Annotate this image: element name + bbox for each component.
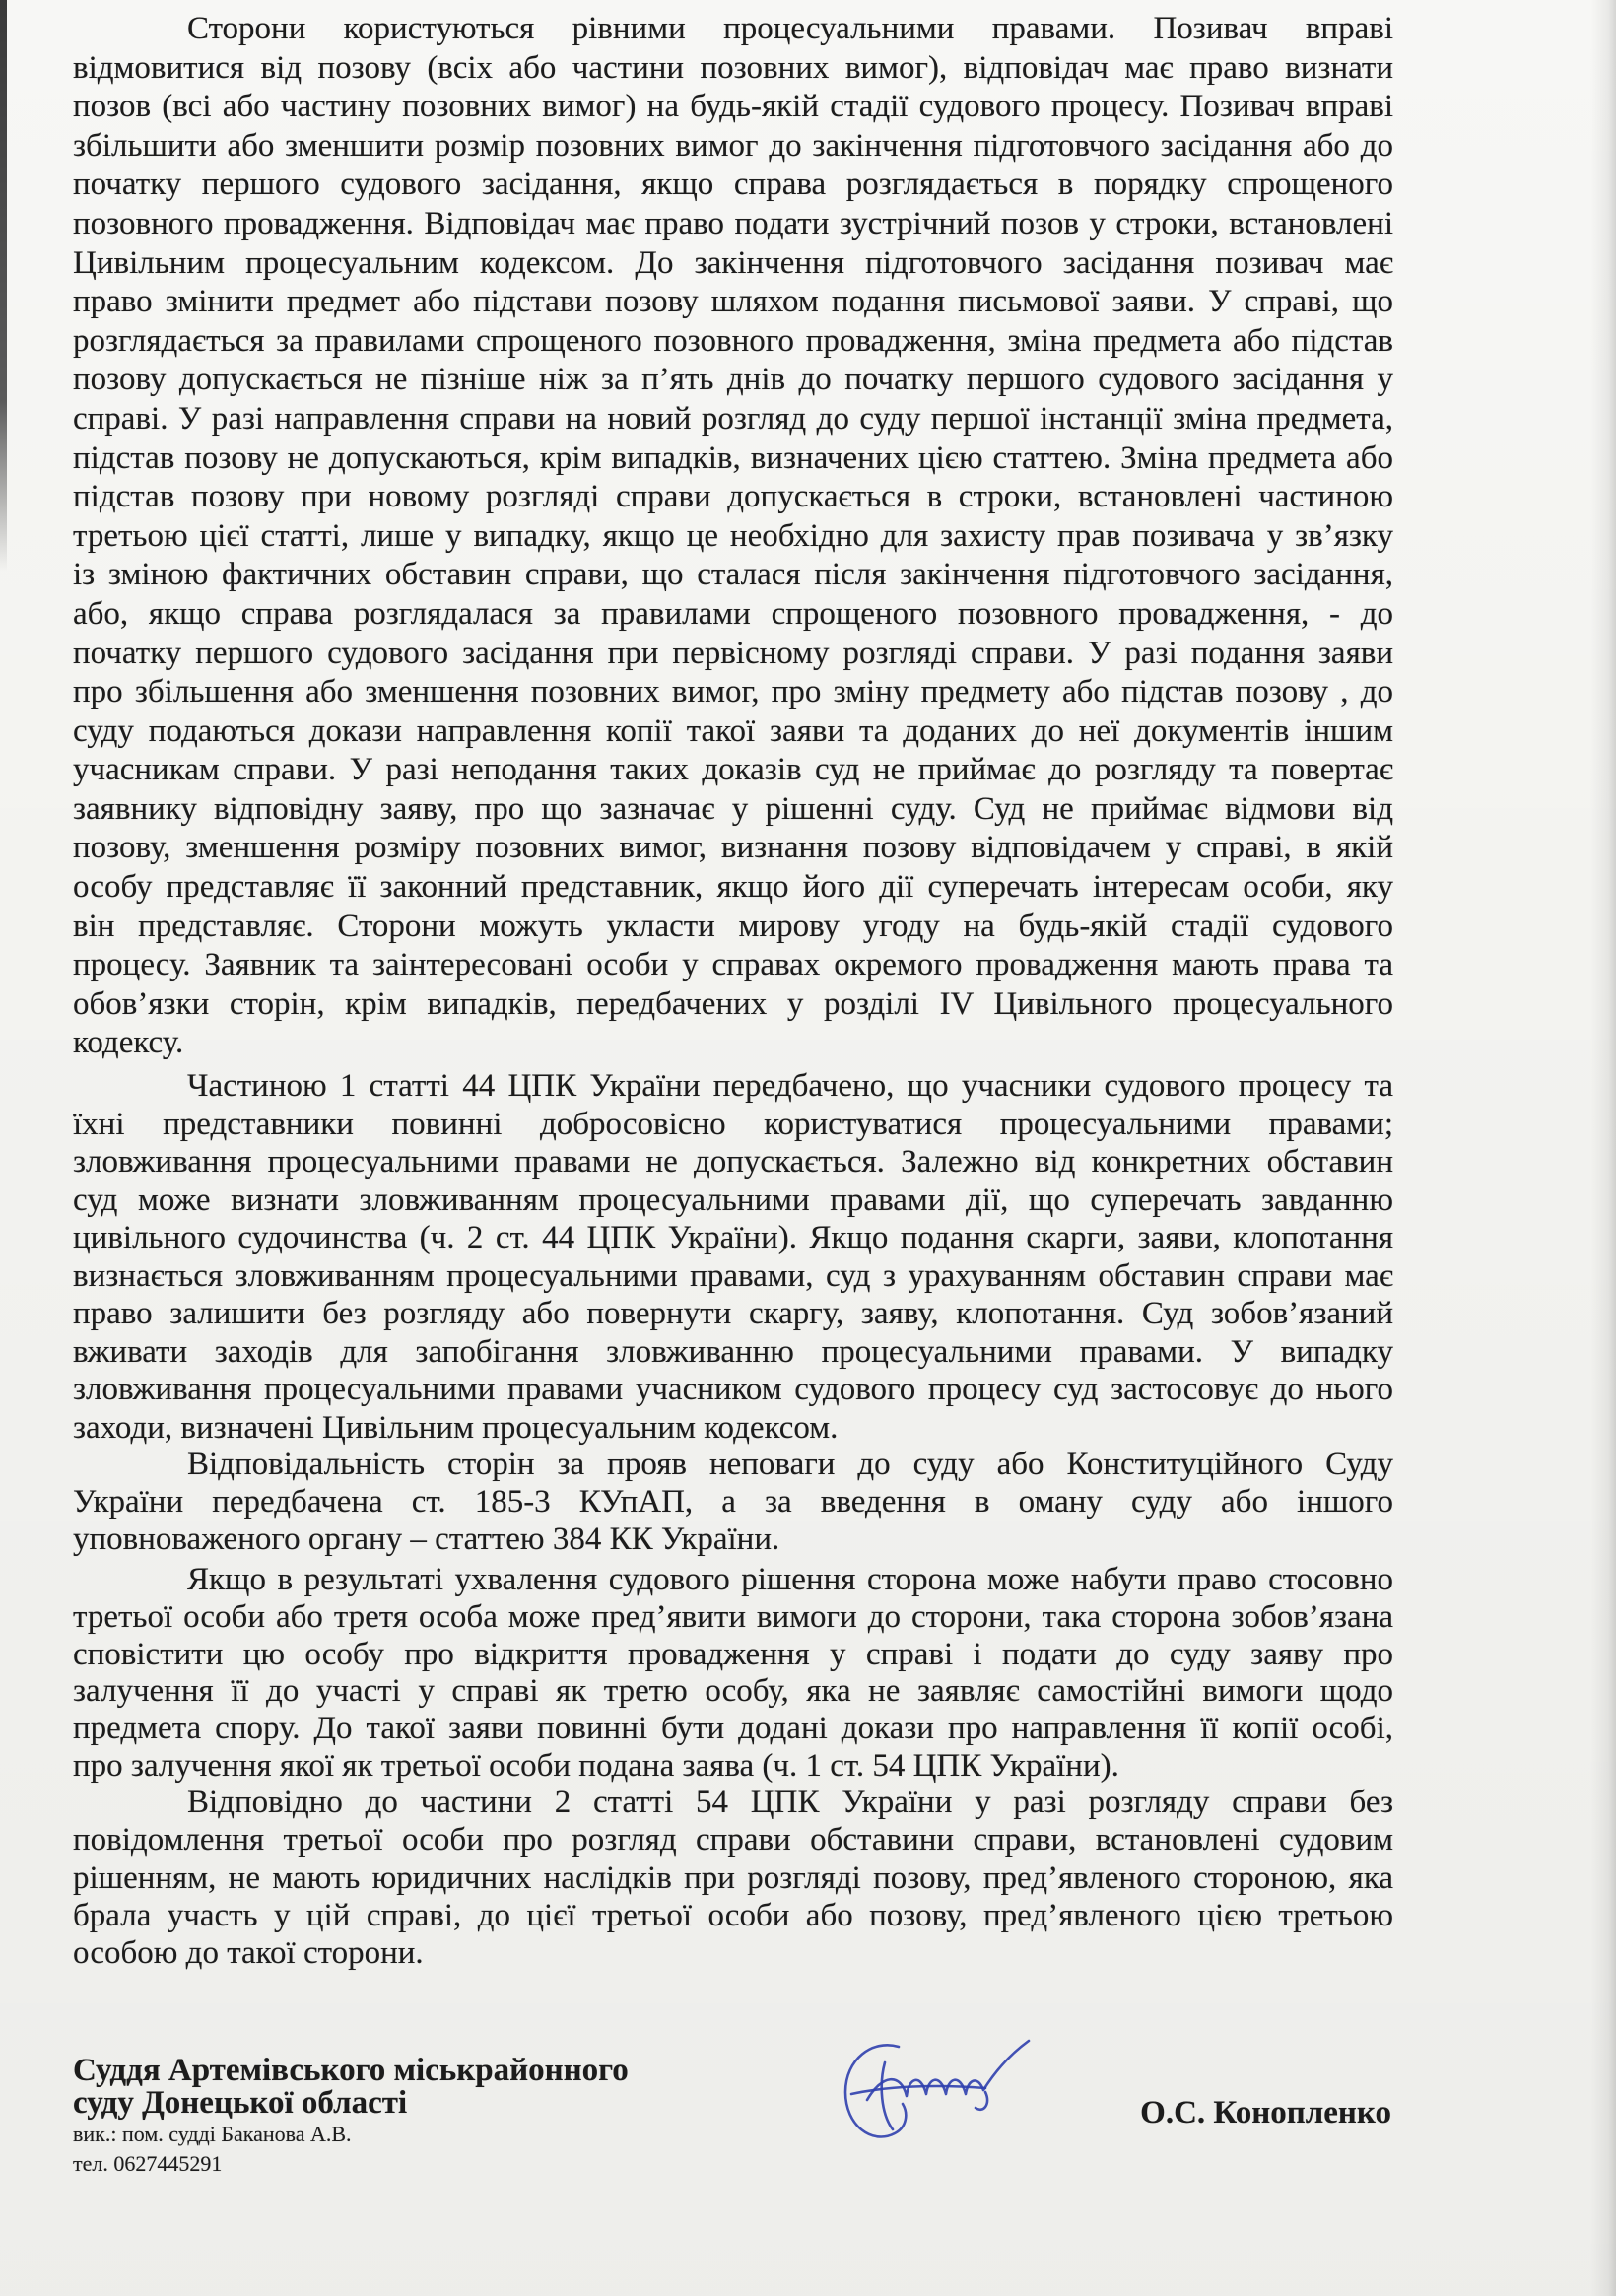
text-line: вживати заходів для запобігання зловживанню процесуальними правами. У випадку bbox=[73, 1333, 1393, 1370]
text-line: право змінити предмет або підстави позову шляхом подання письмової заяви. У справі, що bbox=[73, 284, 1393, 320]
text-line: суду подаються докази направлення копії такої заяви та доданих до неї документів іншим bbox=[73, 712, 1393, 749]
text-line: право залишити без розгляду або повернути скаргу, заяву, клопотання. Суд зобов’язаний bbox=[73, 1296, 1393, 1331]
text-line: позову, зменшення розміру позовних вимог, визнання позову відповідачем у справі, в якій bbox=[73, 830, 1393, 866]
text-line: цивільного судочинства (ч. 2 ст. 44 ЦПК України). Якщо подання скарги, заяви, клопотання bbox=[73, 1220, 1393, 1255]
text-line: брала участь у цій справі, до цієї третьої особи або позову, пред’явленого цією третьою bbox=[73, 1897, 1393, 1933]
text-line: особою до такої сторони. bbox=[73, 1935, 424, 1972]
text-line: підстав позову не допускаються, крім випадків, визначених цією статтею. Зміна предмета або bbox=[73, 439, 1393, 476]
text-line: справі. У разі направлення справи на новий розгляд до суду першої інстанції зміна предмета, bbox=[73, 400, 1393, 437]
text-line: позову допускається не пізніше ніж за п’ять днів до початку першого судового засідання у bbox=[73, 362, 1393, 398]
text-line: предмета спору. До такої заяви повинні бути додані докази про направлення її копії особі, bbox=[73, 1711, 1393, 1747]
text-line: учасникам справи. У разі неподання таких доказів суд не приймає до розгляду та повертає bbox=[73, 752, 1393, 788]
text-line: третьої особи або третя особа може пред’явити вимоги до сторони, така сторона зобов’язана bbox=[73, 1598, 1393, 1635]
text-line: або, якщо справа розглядалася за правилами спрощеного позовного провадження, - до bbox=[73, 595, 1393, 632]
text-line: Частиною 1 статті 44 ЦПК України передбачено, що учасники судового процесу та bbox=[187, 1068, 1393, 1104]
text-line: процесу. Заявник та заінтересовані особи у справах окремого провадження мають права та bbox=[73, 947, 1393, 983]
text-line: початку першого судового засідання при первісному розгляді справи. У разі подання заяви bbox=[73, 635, 1393, 671]
text-line: підстав позову при новому розгляді справи допускається в строки, встановлені частиною bbox=[73, 479, 1393, 515]
scan-edge-shadow-left bbox=[0, 0, 7, 572]
text-line: повідомлення третьої особи про розгляд справи обставини справи, встановлені судовим bbox=[73, 1822, 1393, 1858]
signature-block bbox=[73, 2055, 629, 2179]
text-line: відмовитися від позову (всіх або частини позовних вимог), відповідач має право визнати bbox=[73, 49, 1393, 86]
text-line: із зміною фактичних обставин справи, що сталася після закінчення підготовчого засідання, bbox=[73, 557, 1393, 593]
text-line: зловживання процесуальними правами учасником судового процесу суд застосовує до нього bbox=[73, 1372, 1393, 1407]
text-line: збільшити або зменшити розмір позовних вимог до закінчення підготовчого засідання або до bbox=[73, 127, 1393, 164]
text-line: обов’язки сторін, крім випадків, передбачених у розділі IV Цивільного процесуального bbox=[73, 985, 1393, 1022]
text-line: заходи, визначені Цивільним процесуальним кодексом. bbox=[73, 1409, 839, 1446]
text-line: особу представляє її законний представник, якщо його дії суперечать інтересам особи, яку bbox=[73, 869, 1393, 906]
text-line: про залучення якої як третьої особи подана заява (ч. 1 ст. 54 ЦПК України). bbox=[73, 1747, 1119, 1784]
text-line: Відповідальність сторін за прояв неповаги до суду або Конституційного Суду bbox=[187, 1447, 1393, 1482]
text-line: визнається зловживанням процесуальними правами, суд з урахуванням обставин справи має bbox=[73, 1257, 1393, 1294]
text-line: рішенням, не мають юридичних наслідків при розгляді позову, пред’явленого стороною, яка bbox=[73, 1859, 1393, 1896]
text-line: Сторони користуються рівними процесуальними правами. Позивач вправі bbox=[187, 11, 1393, 46]
text-line: розглядається за правилами спрощеного позовного провадження, зміна предмета або підстав bbox=[73, 322, 1393, 359]
handwritten-signature bbox=[838, 2035, 1035, 2148]
paragraph bbox=[73, 1784, 1393, 1972]
text-line: зловживання процесуальними правами не допускається. Залежно від конкретних обставин bbox=[73, 1144, 1393, 1180]
text-line: Цивільним процесуальним кодексом. До закінчення підготовчого засідання позивач має bbox=[73, 244, 1393, 281]
text-line: залучення її до участі у справі як третю особу, яка не заявляє самостійні вимоги щодо bbox=[73, 1673, 1393, 1710]
text-line: початку першого судового засідання, якщо справа розглядається в порядку спрощеного bbox=[73, 167, 1393, 203]
text-line: уповноваженого органу – статтею 384 КК України. bbox=[73, 1520, 780, 1557]
text-line: про збільшення або зменшення позовних вимог, про зміну предмету або підстав позову , до bbox=[73, 674, 1393, 710]
paragraph bbox=[73, 1447, 1393, 1559]
text-line: третьою цієї статті, лише у випадку, якщо це необхідно для захисту прав позивача у зв’язку bbox=[73, 517, 1393, 554]
judge-position-line: Суддя Артемівського міськрайонного bbox=[73, 2053, 629, 2088]
paragraph bbox=[73, 10, 1393, 1063]
text-line: суд може визнати зловживанням процесуальними правами дії, що суперечать завданню bbox=[73, 1182, 1393, 1218]
paragraph bbox=[73, 1067, 1393, 1447]
text-line: заявнику відповідну заяву, про що зазначає у рішенні суду. Суд не приймає відмови від bbox=[73, 790, 1393, 827]
text-line: Якщо в результаті ухвалення судового рішення сторона може набути право стосовно bbox=[187, 1562, 1393, 1597]
phone-number: тел. 0627445291 bbox=[73, 2151, 223, 2176]
paragraph bbox=[73, 1562, 1393, 1786]
text-line: сповістити цю особу про відкриття провадження у справі і подати до суду заяву про bbox=[73, 1636, 1393, 1672]
scan-edge-shadow-right bbox=[1590, 0, 1616, 2296]
text-line: позов (всі або частину позовних вимог) на будь-якій стадії судового процесу. Позивач вправі bbox=[73, 89, 1393, 125]
court-name-line: суду Донецької області bbox=[73, 2085, 408, 2121]
judge-name: О.С. Конопленко bbox=[1140, 2095, 1391, 2130]
executor-note: вик.: пом. судді Баканова А.В. bbox=[73, 2122, 352, 2146]
text-line: кодексу. bbox=[73, 1025, 184, 1061]
text-line: він представляє. Сторони можуть укласти мирову угоду на будь-якій стадії судового bbox=[73, 908, 1393, 944]
text-line: їхні представники повинні добросовісно користуватися процесуальними правами; bbox=[73, 1106, 1393, 1142]
text-line: позовного провадження. Відповідач має право подати зустрічний позов у строки, встановлені bbox=[73, 205, 1393, 241]
text-line: Відповідно до частини 2 статті 54 ЦПК України у разі розгляду справи без bbox=[187, 1785, 1393, 1820]
text-line: України передбачена ст. 185-3 КУпАП, а за введення в оману суду або іншого bbox=[73, 1483, 1393, 1519]
